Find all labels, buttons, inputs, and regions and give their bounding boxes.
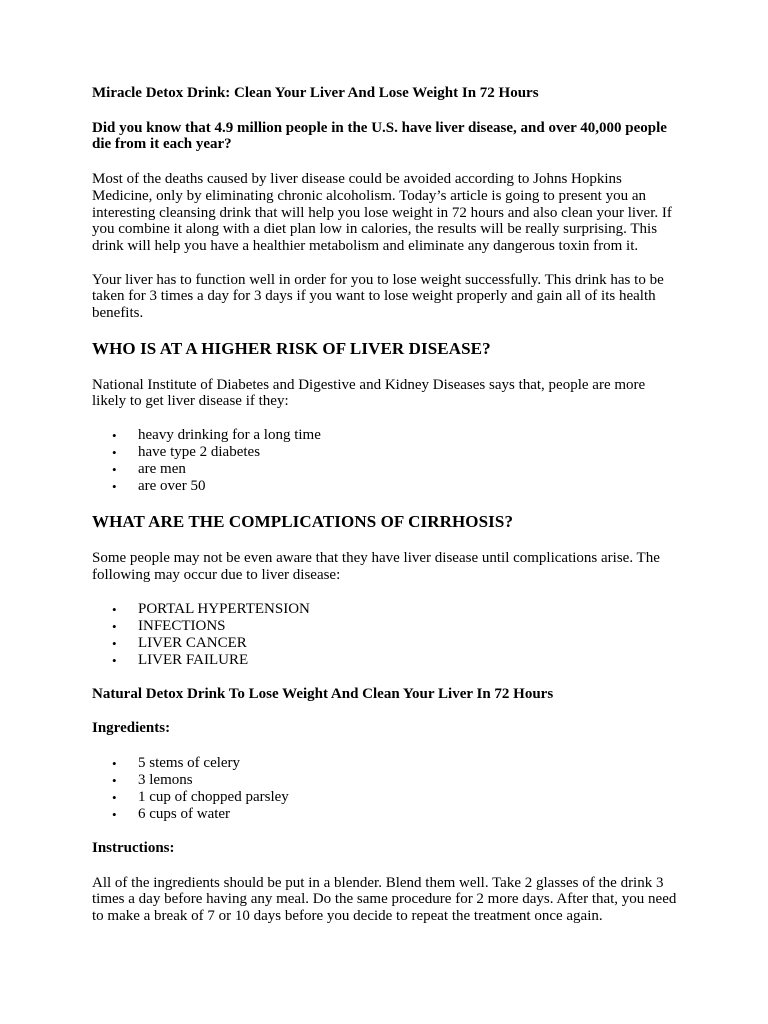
bullet-icon: • bbox=[112, 479, 117, 495]
bullet-icon: • bbox=[112, 772, 117, 788]
list-item bbox=[92, 772, 682, 789]
intro-paragraph: Most of the deaths caused by liver disease could be avoided according to Johns Hopkins Medicine, only by eliminating chronic alcoholism. Today’s article is going to present you an interesting cleansing drink that will help you lose weight in 72 hours and also clean your liver. If you combine it along with a diet plan low in calories, the results will be really surprising. This drink will help you have a healthier metabolism and eliminate any dangerous toxin from it. bbox=[92, 171, 672, 254]
list-item-text: heavy drinking for a long time bbox=[138, 427, 321, 444]
list-item-text: INFECTIONS bbox=[138, 617, 226, 634]
bullet-icon: • bbox=[112, 445, 117, 461]
complications-list bbox=[92, 601, 682, 669]
lead-question: Did you know that 4.9 million people in the U.S. have liver disease, and over 40,000 people die from it each year? bbox=[92, 119, 667, 153]
complications-intro-paragraph: Some people may not be even aware that they have liver disease until complications arise. The following may occur due to liver disease: bbox=[92, 550, 660, 583]
list-item-text: have type 2 diabetes bbox=[138, 444, 261, 461]
list-item-text: PORTAL HYPERTENSION bbox=[138, 600, 310, 617]
risk-intro-paragraph: National Institute of Diabetes and Digestive and Kidney Diseases says that, people are more likely to get liver disease if they: bbox=[92, 376, 646, 410]
list-item-text: 5 stems of celery bbox=[138, 754, 241, 771]
list-item-text: LIVER CANCER bbox=[138, 634, 247, 651]
bullet-icon: • bbox=[112, 462, 117, 478]
ingredients-label: Ingredients: bbox=[92, 720, 171, 737]
bullet-icon: • bbox=[112, 806, 117, 822]
recipe-title: Natural Detox Drink To Lose Weight And Clean Your Liver In 72 Hours bbox=[92, 685, 554, 702]
bullet-icon: • bbox=[112, 789, 117, 805]
bullet-icon: • bbox=[112, 652, 117, 668]
list-item bbox=[92, 652, 682, 669]
complications-heading: WHAT ARE THE COMPLICATIONS OF CIRRHOSIS? bbox=[92, 512, 514, 532]
list-item bbox=[92, 444, 682, 461]
bullet-icon: • bbox=[112, 601, 117, 617]
list-item bbox=[92, 618, 682, 635]
list-item bbox=[92, 601, 682, 618]
bullet-icon: • bbox=[112, 618, 117, 634]
list-item bbox=[92, 478, 682, 495]
bullet-icon: • bbox=[112, 428, 117, 444]
list-item-text: are over 50 bbox=[138, 478, 206, 495]
bullet-icon: • bbox=[112, 635, 117, 651]
liver-function-paragraph: Your liver has to function well in order for you to lose weight successfully. This drink has to be taken for 3 times a day for 3 days if you want to lose weight properly and gain all of its health benefits. bbox=[92, 271, 664, 322]
list-item-text: 6 cups of water bbox=[138, 805, 231, 822]
instructions-label: Instructions: bbox=[92, 839, 175, 856]
list-item bbox=[92, 806, 682, 823]
list-item-text: are men bbox=[138, 461, 186, 478]
list-item-text: 3 lemons bbox=[138, 771, 193, 788]
list-item bbox=[92, 789, 682, 806]
list-item bbox=[92, 635, 682, 652]
risk-heading: WHO IS AT A HIGHER RISK OF LIVER DISEASE? bbox=[92, 338, 491, 358]
list-item-text: LIVER FAILURE bbox=[138, 651, 249, 668]
risk-list bbox=[92, 427, 682, 495]
list-item bbox=[92, 427, 682, 444]
document-title: Miracle Detox Drink: Clean Your Liver And Lose Weight In 72 Hours bbox=[92, 85, 539, 101]
document-page bbox=[92, 85, 682, 942]
list-item-text: 1 cup of chopped parsley bbox=[138, 788, 289, 805]
instructions-paragraph: All of the ingredients should be put in a blender. Blend them well. Take 2 glasses of the drink 3 times a day before having any meal. Do the same procedure for 2 more days. After that, you need to make a break of 7 or 10 days before you decide to repeat the treatment once again. bbox=[92, 874, 677, 925]
ingredients-list bbox=[92, 755, 682, 823]
list-item bbox=[92, 461, 682, 478]
list-item bbox=[92, 755, 682, 772]
bullet-icon: • bbox=[112, 755, 117, 771]
